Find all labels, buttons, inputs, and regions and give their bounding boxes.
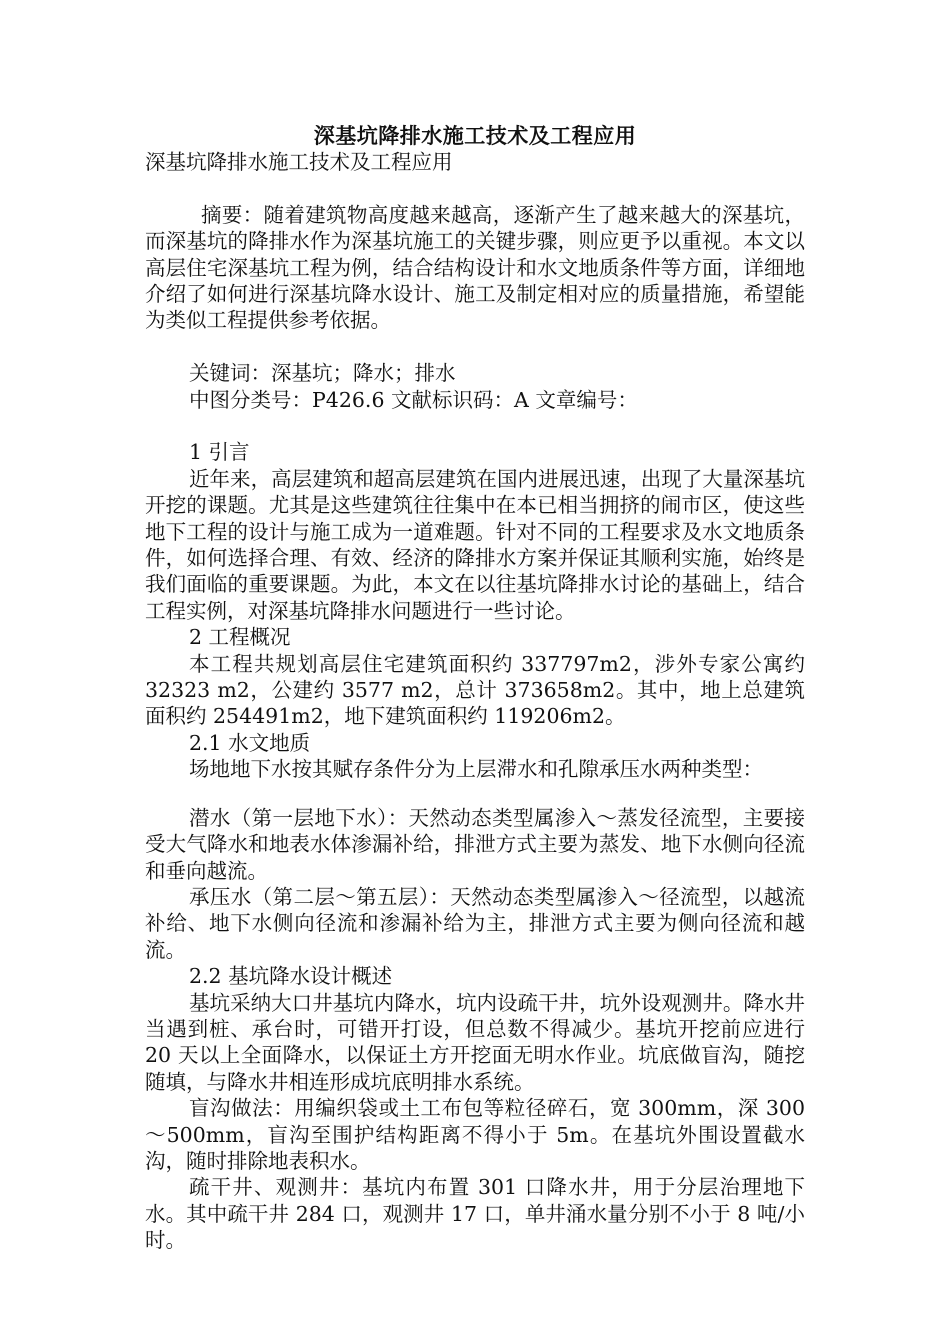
section-2-1-paragraph-1: 场地地下水按其赋存条件分为上层滞水和孔隙承压水两种类型： bbox=[189, 757, 763, 782]
section-2-paragraph: 本工程共规划高层住宅建筑面积约 337797m2，涉外专家公寓约 32323 m2，公建约 3577 m2，总计 373658m2。其中，地上总建筑面积约 254491m2，地下建筑面积约 119206m2。 bbox=[145, 651, 805, 729]
abstract-paragraph: 摘要：随着建筑物高度越来越高，逐渐产生了越来越大的深基坑，而深基坑的降排水作为深基坑施工的关键步骤，则应更予以重视。本文以高层住宅深基坑工程为例，结合结构设计和水文地质条件等方面，详细地介绍了如何进行深基坑降水设计、施工及制定相对应的质量措施，希望能为类似工程提供参考依据。 bbox=[145, 202, 805, 333]
section-2-2-paragraph-2: 盲沟做法：用编织袋或土工布包等粒径碎石，宽 300mm，深 300～500mm，盲沟至围护结构距离不得小于 5m。在基坑外围设置截水沟，随时排除地表积水。 bbox=[145, 1096, 805, 1173]
section-2-2-paragraph-3: 疏干井、观测井：基坑内布置 301 口降水井，用于分层治理地下水。其中疏干井 284 口，观测井 17 口，单井涌水量分别不小于 8 吨/小时。 bbox=[145, 1175, 805, 1253]
section-1-heading: 1 引言 bbox=[189, 440, 250, 465]
classification-line: 中图分类号：P426.6 文献标识码：A 文章编号： bbox=[189, 387, 638, 412]
spacer bbox=[145, 175, 805, 201]
section-1-paragraph: 近年来，高层建筑和超高层建筑在国内进展迅速，出现了大量深基坑开挖的课题。尤其是这些建筑往往集中在本已相当拥挤的闹市区，使这些地下工程的设计与施工成为一道难题。针对不同的工程要求及水文地质条件，如何选择合理、有效、经济的降排水方案并保证其顺利实施，始终是我们面临的重要课题。为此，本文在以往基坑降排水讨论的基础上，结合工程实例，对深基坑降排水问题进行一些讨论。 bbox=[145, 466, 805, 623]
section-2-1-paragraph-3: 承压水（第二层～第五层）：天然动态类型属渗入～径流型，以越流补给、地下水侧向径流和渗漏补给为主，排泄方式主要为侧向径流和越流。 bbox=[145, 884, 805, 962]
section-2-2-paragraph-1: 基坑采纳大口井基坑内降水，坑内设疏干井，坑外设观测井。降水井当遇到桩、承台时，可错开打设，但总数不得减少。基坑开挖前应进行 20 天以上全面降水，以保证土方开挖面无明水作业。坑底做盲沟，随挖随填，与降水井相连形成坑底明排水系统。 bbox=[145, 990, 805, 1094]
document-body bbox=[145, 149, 805, 1254]
document-title: 深基坑降排水施工技术及工程应用 bbox=[313, 123, 637, 148]
keywords-line: 关键词：深基坑；降水；排水 bbox=[189, 361, 456, 386]
document-subtitle: 深基坑降排水施工技术及工程应用 bbox=[145, 150, 453, 174]
section-2-heading: 2 工程概况 bbox=[189, 625, 291, 650]
section-2-1-heading: 2.1 水文地质 bbox=[189, 730, 311, 755]
spacer bbox=[145, 334, 805, 360]
spacer bbox=[145, 413, 805, 439]
spacer bbox=[145, 783, 805, 805]
section-2-2-heading: 2.2 基坑降水设计概述 bbox=[189, 964, 393, 989]
section-2-1-paragraph-2: 潜水（第一层地下水）：天然动态类型属渗入～蒸发径流型，主要接受大气降水和地表水体渗漏补给，排泄方式主要为蒸发、地下水侧向径流和垂向越流。 bbox=[145, 805, 805, 883]
